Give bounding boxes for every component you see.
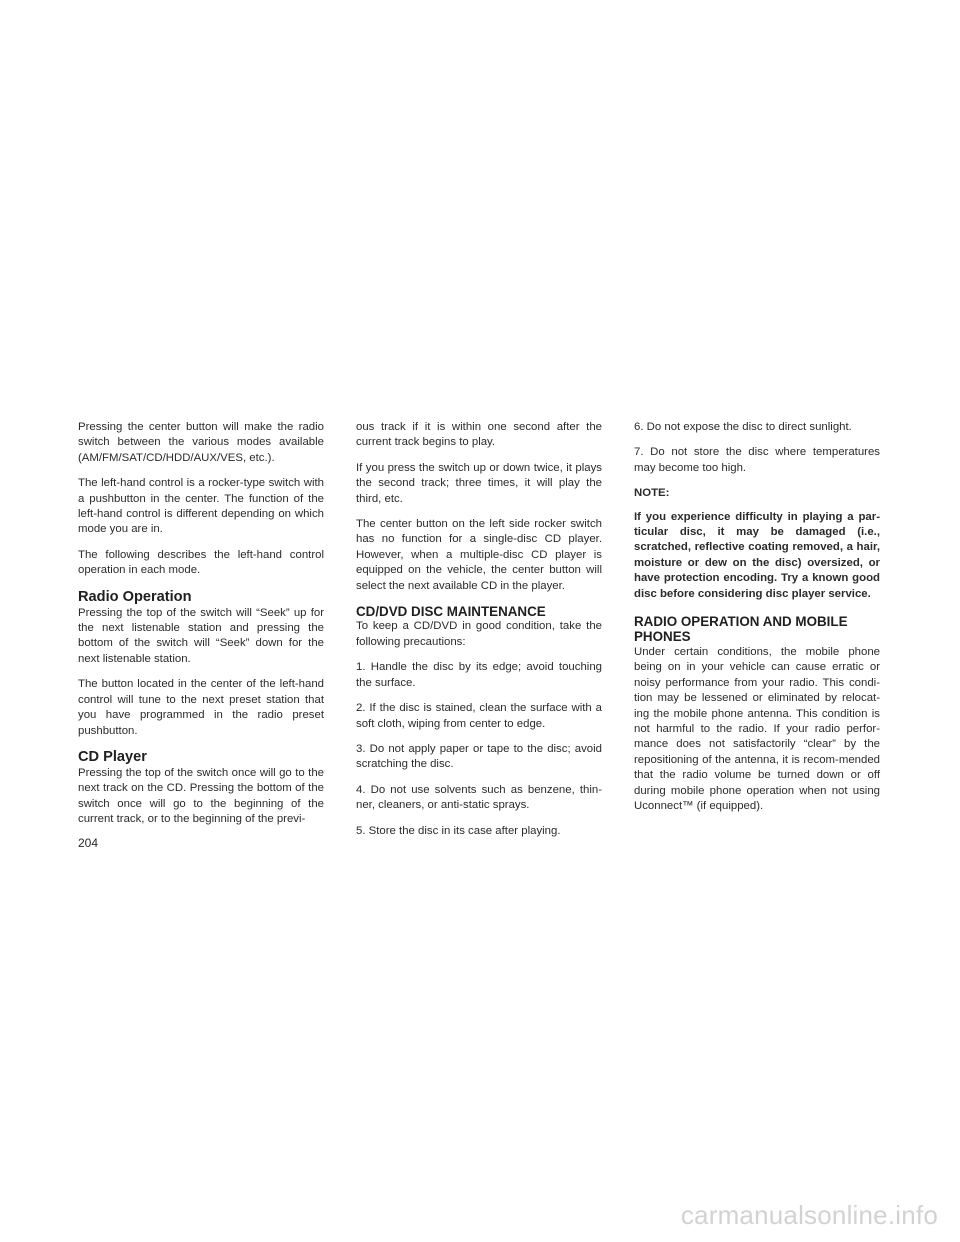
heading-radio-mobile-phones-line2: PHONES xyxy=(634,629,691,645)
list-item-step-5: 5. Store the disc in its case after playing. xyxy=(356,824,561,837)
paragraph-radio-seek: Pressing the top of the switch will “Seek” up for the next listenable station and pressing the bottom of the switch will “Seek” down for the next listenable station. xyxy=(78,606,324,665)
paragraph-cd-track: Pressing the top of the switch once will go to the next track on the CD. Pressing the bottom of the switch once will go to the beginning of the current track, or to the beginning of the previ- xyxy=(78,766,324,826)
list-item-step-6: 6. Do not expose the disc to direct sunlight. xyxy=(634,421,852,433)
note-label: NOTE: xyxy=(634,487,670,500)
heading-radio-mobile-phones xyxy=(634,614,880,645)
paragraph-mode-switch: Pressing the center button will make the radio switch between the various modes available (AM/FM/SAT/CD/HDD/AUX/VES, etc.). xyxy=(78,421,324,464)
paragraph-previous-track: ous track if it is within one second after the current track begins to play. xyxy=(356,421,602,449)
watermark: carmanualsonline.info xyxy=(680,1200,938,1230)
list-item-step-1: 1. Handle the disc by its edge; avoid touching the surface. xyxy=(356,661,602,689)
paragraph-radio-preset: The button located in the center of the left-hand control will tune to the next preset station that you have programmed in the radio preset pushbutton. xyxy=(78,678,324,737)
heading-radio-mobile-phones-line1: RADIO OPERATION AND MOBILE xyxy=(634,614,848,630)
list-item-step-7: 7. Do not store the disc where temperatures may become too high. xyxy=(634,446,880,474)
paragraph-maintenance-intro: To keep a CD/DVD in good condition, take the following precautions: xyxy=(356,620,602,648)
heading-disc-maintenance: CD/DVD DISC MAINTENANCE xyxy=(356,604,546,620)
column-right xyxy=(634,420,880,824)
list-item-step-2: 2. If the disc is stained, clean the surface with a soft cloth, wiping from center to edge. xyxy=(356,702,602,730)
note-text: If you experience difficulty in playing a par-ticular disc, it may be damaged (i.e., scratched, reflective coating removed, a hair, moisture or dew on the disc) oversized, or have protection encoding. Try a known good disc before considering disc player service. xyxy=(634,510,880,600)
paragraph-press-twice: If you press the switch up or down twice, it plays the second track; three times, it will play the third, etc. xyxy=(356,461,602,505)
heading-cd-player: CD Player xyxy=(78,748,147,765)
column-middle xyxy=(356,420,602,849)
page-number: 204 xyxy=(78,836,99,850)
column-left xyxy=(78,420,324,838)
list-item-step-4: 4. Do not use solvents such as benzene, thin-ner, cleaners, or anti-static sprays. xyxy=(356,783,602,812)
paragraph-center-button: The center button on the left side rocker switch has no function for a single-disc CD player. However, when a multiple-disc CD player is equipped on the vehicle, the center button will select the next available CD in the player. xyxy=(356,518,602,592)
paragraph-rocker-switch: The left-hand control is a rocker-type switch with a pushbutton in the center. The function of the left-hand control is different depending on which mode you are in. xyxy=(78,477,324,536)
list-item-step-3: 3. Do not apply paper or tape to the disc; avoid scratching the disc. xyxy=(356,742,602,771)
paragraph-mobile-phones: Under certain conditions, the mobile phone being on in your vehicle can cause erratic or noisy performance from your radio. This condi-tion may be lessened or eliminated by relocat-ing the mobile phone antenna. This condition is not harmful to the radio. If your radio perfor-mance does not satisfactorily “clear” by the repositioning of the antenna, it is recom-mended that the radio volume be turned down or off during mobile phone operation when not using Uconnect™ (if equipped). xyxy=(634,645,880,812)
heading-radio-operation: Radio Operation xyxy=(78,588,192,605)
paragraph-following-describes: The following describes the left-hand control operation in each mode. xyxy=(78,548,324,577)
